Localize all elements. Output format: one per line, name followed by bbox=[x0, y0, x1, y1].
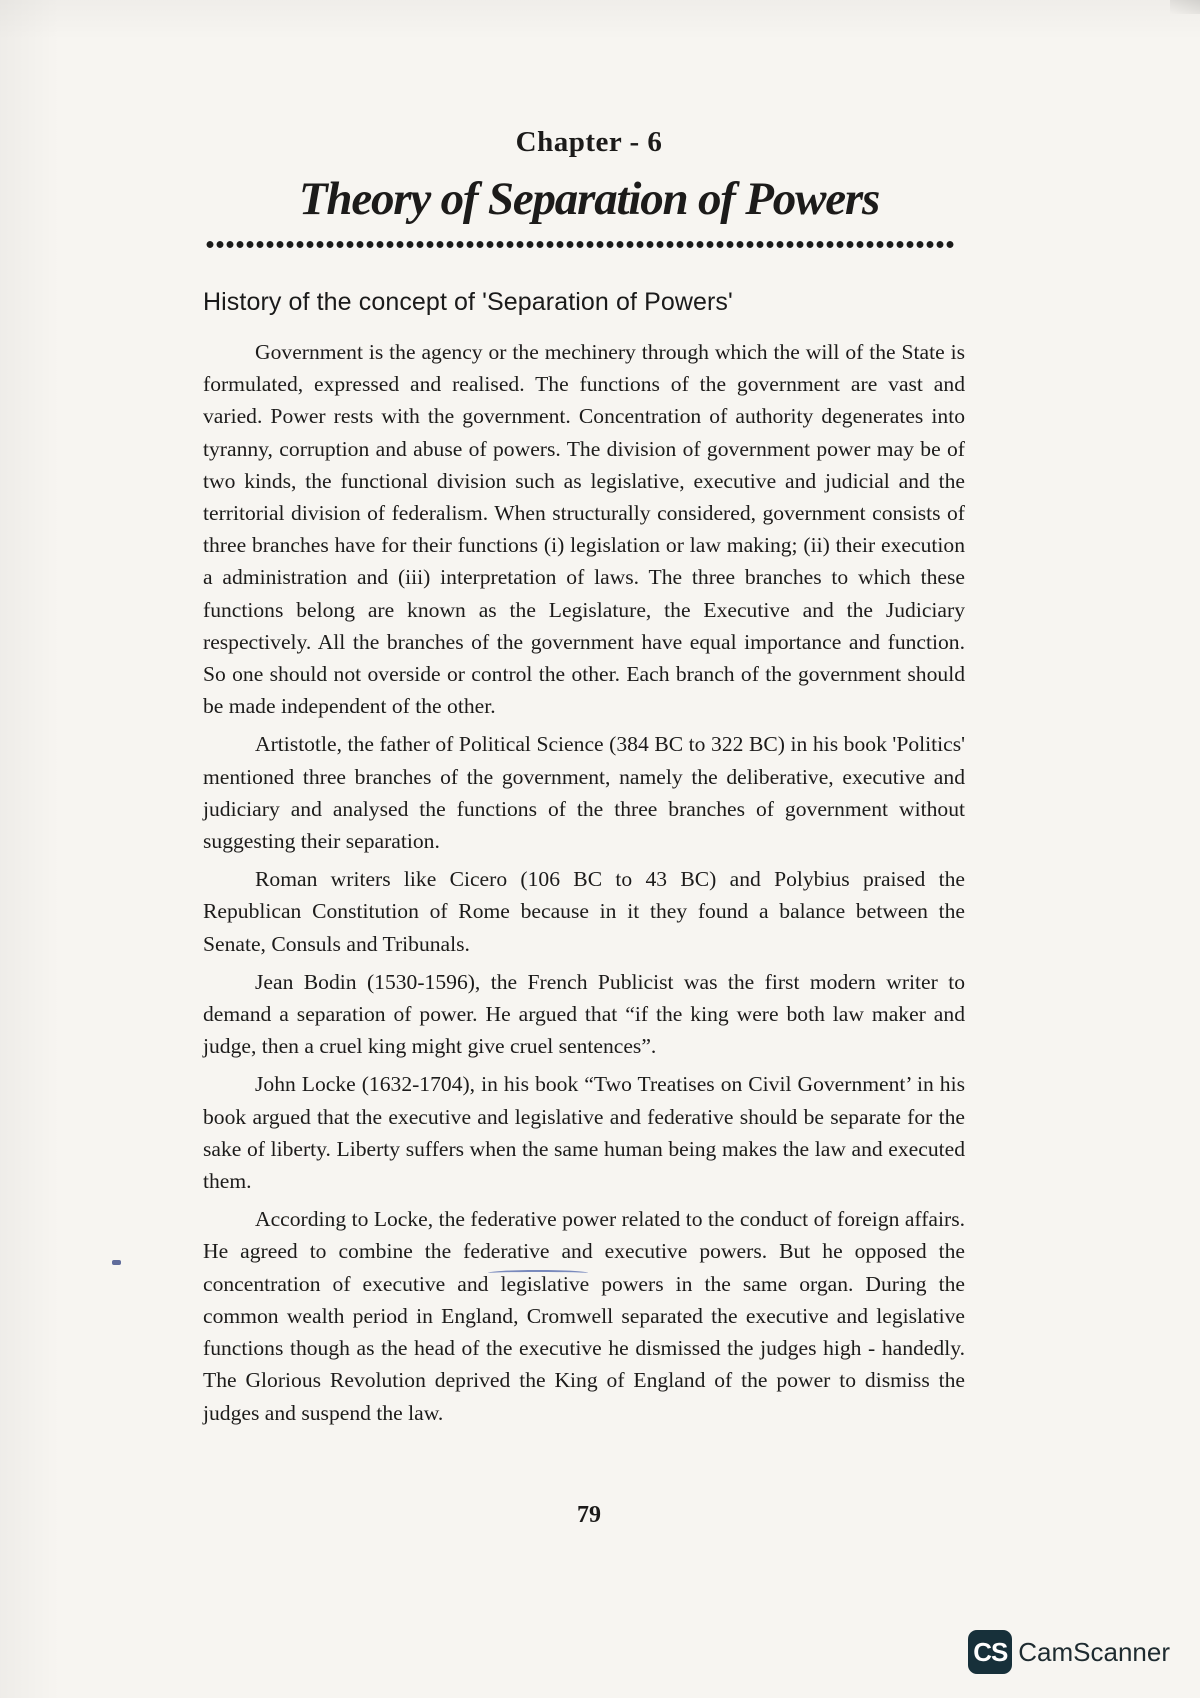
paragraph-roman-writers: Roman writers like Cicero (106 BC to 43 BC) and Polybius praised the Republican Constitution of Rome because in it they found a balance between the Senate, Consuls and Tribunals. bbox=[203, 867, 965, 956]
scan-shadow-top bbox=[0, 0, 1200, 40]
paragraph-locke-federative: According to Locke, the federative power related to the conduct of foreign affairs. He agreed to combine the federative and executive powers. But he opposed the concentration of executive and legislative powers in the same organ. During the common wealth period in England, Cromwell separated the executive and legislative functions though as the head of the executive he dismissed the judges high - handedly. The Glorious Revolution deprived the King of England of the power to dismiss the judges and suspend the law. bbox=[203, 1207, 965, 1425]
paragraph-aristotle: Artistotle, the father of Political Science (384 BC to 322 BC) in his book 'Politics' mentioned three branches of the government, namely the deliberative, executive and judiciary and analysed the functions of the three branches of government without suggesting their separation. bbox=[203, 732, 965, 854]
chapter-title: Theory of Separation of Powers bbox=[298, 173, 880, 225]
paragraph-government: Government is the agency or the mechinery through which the will of the State is formulated, expressed and realised. The functions of the government are vast and varied. Power rests with the government. Concentration of authority degenerates into tyranny, corruption and abuse of powers. The division of government power may be of two kinds, the functional division such as legislative, executive and judicial and the territorial division of federalism. When structurally considered, government consists of three branches have for their functions (i) legislation or law making; (ii) their execution a administration and (iii) interpretation of laws. The three branches to which these functions belong are known as the Legislature, the Executive and the Judiciary respectively. All the branches of the government have equal importance and function. So one should not overside or control the other. Each branch of the government should be made independent of the other. bbox=[203, 340, 965, 719]
section-heading: History of the concept of 'Separation of Powers' bbox=[203, 288, 733, 316]
chapter-label: Chapter - 6 bbox=[515, 126, 663, 158]
dotted-divider bbox=[205, 240, 955, 249]
camscanner-label: CamScanner bbox=[1018, 1636, 1170, 1667]
scan-shadow-left bbox=[0, 0, 60, 1698]
margin-pen-mark bbox=[112, 1260, 121, 1265]
page-number: 79 bbox=[577, 1502, 601, 1528]
page-corner-fold bbox=[1170, 0, 1200, 14]
body-text bbox=[203, 336, 965, 1435]
paragraph-jean-bodin: Jean Bodin (1530-1596), the French Publicist was the first modern writer to demand a separation of power. He argued that “if the king were both law maker and judge, then a cruel king might give cruel sentences”. bbox=[203, 969, 965, 1059]
camscanner-logo-icon: CS bbox=[968, 1630, 1012, 1674]
paragraph-john-locke: John Locke (1632-1704), in his book “Two Treatises on Civil Government’ in his book argued that the executive and legislative and federative should be separate for the sake of liberty. Liberty suffers when the same human being makes the law and executed them. bbox=[203, 1072, 965, 1194]
camscanner-watermark bbox=[968, 1630, 1170, 1674]
pen-underline-mark bbox=[488, 1270, 588, 1276]
